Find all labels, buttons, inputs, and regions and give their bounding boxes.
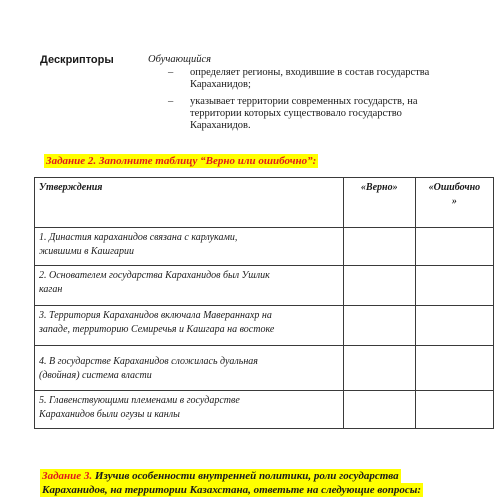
table-row — [35, 266, 494, 306]
table-row — [35, 346, 494, 391]
false-answer-cell[interactable] — [415, 391, 493, 429]
header-true: «Верно» — [343, 178, 415, 228]
statement-line: западе, территорию Семиречья и Кашгара на востоке — [39, 324, 275, 335]
header-false-line-1: «Ошибочно — [428, 182, 481, 193]
table-row — [35, 306, 494, 346]
statement-cell — [35, 228, 344, 266]
descriptor-item-1 — [168, 67, 498, 93]
true-false-table — [34, 177, 494, 429]
false-answer-cell[interactable] — [415, 266, 493, 306]
statement-line: жившими в Кашгарии — [39, 246, 135, 257]
statement-line: каган — [39, 284, 63, 295]
descriptors-heading: Дескрипторы — [40, 54, 114, 66]
true-answer-cell[interactable] — [343, 391, 415, 429]
descriptors-intro: Обучающийся — [148, 54, 212, 65]
descriptor-item-2-line-2: территории которых существовало государство — [190, 108, 402, 119]
statement-cell — [35, 306, 344, 346]
true-answer-cell[interactable] — [343, 306, 415, 346]
task-3-title-line-2: Караханидов, на территории Казахстана, ответьте на следующие вопросы: — [42, 484, 421, 496]
table-row — [35, 228, 494, 266]
statement-line: 5. Главенствующими племенами в государстве — [39, 395, 240, 406]
true-answer-cell[interactable] — [343, 266, 415, 306]
table-row — [35, 391, 494, 429]
statement-line: 4. В государстве Караханидов сложилась дуальная — [39, 356, 258, 367]
descriptor-item-2-line-3: Караханидов. — [190, 120, 251, 131]
true-answer-cell[interactable] — [343, 228, 415, 266]
statement-line: Караханидов были огузы и канлы — [39, 409, 180, 420]
header-false — [415, 178, 493, 228]
false-answer-cell[interactable] — [415, 306, 493, 346]
header-false-line-2: » — [451, 196, 457, 207]
false-answer-cell[interactable] — [415, 228, 493, 266]
true-answer-cell[interactable] — [343, 346, 415, 391]
descriptor-item-1-line-2: Караханидов; — [190, 79, 251, 90]
descriptor-item-2-line-1: указывает территории современных государств, на — [190, 96, 418, 107]
descriptor-item-2 — [168, 96, 498, 136]
false-answer-cell[interactable] — [415, 346, 493, 391]
table-header-row — [35, 178, 494, 228]
header-statements: Утверждения — [35, 178, 344, 228]
statement-line: 1. Династия караханидов связана с карлуками, — [39, 232, 238, 243]
task-3-label: Задание 3. — [42, 470, 93, 482]
task-3-title — [40, 469, 401, 483]
bullet-dash: – — [168, 96, 174, 107]
bullet-dash: – — [168, 67, 174, 78]
statement-cell — [35, 266, 344, 306]
statement-cell — [35, 391, 344, 429]
statement-line: (двойная) система власти — [39, 370, 152, 381]
task-3-instruction: Изучив особенности внутренней политики, роли государства — [92, 470, 399, 482]
statement-line: 3. Территория Караханидов включала Мавераннахр на — [39, 310, 272, 321]
descriptor-item-1-line-1: определяет регионы, входившие в состав государства — [190, 67, 430, 78]
statement-line: 2. Основателем государства Караханидов был Ушлик — [39, 270, 270, 281]
task-2-title: Задание 2. Заполните таблицу “Верно или ошибочно”: — [46, 155, 317, 167]
statement-cell — [35, 346, 344, 391]
